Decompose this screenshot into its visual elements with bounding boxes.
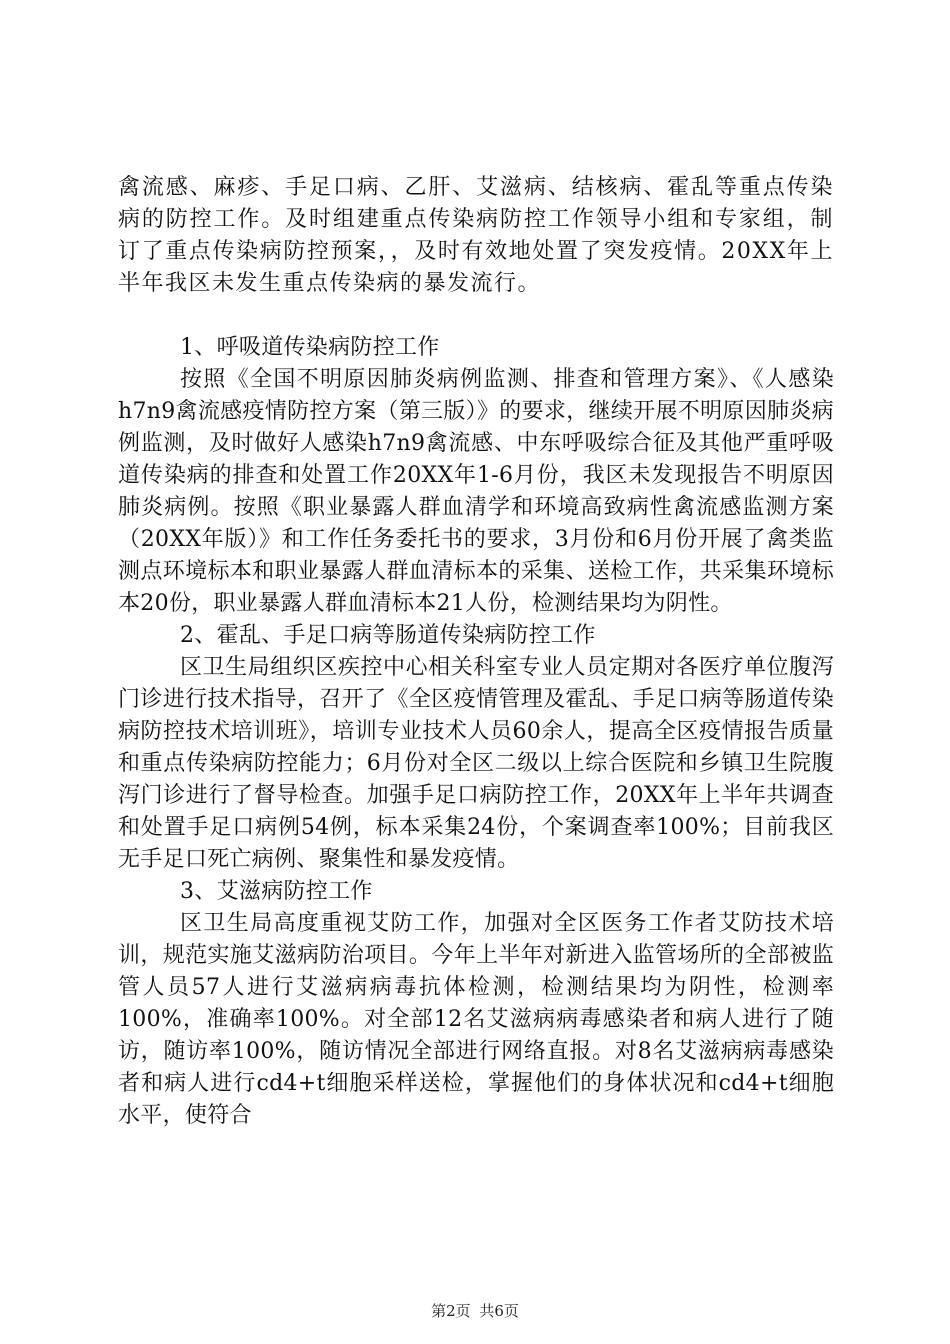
section-body-intestinal: 区卫生局组织区疾控中心相关科室专业人员定期对各医疗单位腹泻门诊进行技术指导，召开了《全区疫情管理及霍乱、手足口病等肠道传染病防控技术培训班》，培训专业技术人员60余人，提高全区疫情报告质量和重点传染病防控能力；6月份对全区二级以上综合医院和乡镇卫生院腹泻门诊进行了督导检查。加强手足口病防控工作，20XX年上半年共调查和处置手足口病例54例，标本采集24份，个案调查率100%；目前我区无手足口死亡病例、聚集性和暴发疫情。	[118, 655, 834, 872]
section-heading-aids: 3、艾滋病防控工作	[180, 879, 373, 904]
section-body-respiratory: 按照《全国不明原因肺炎病例监测、排查和管理方案》、《人感染h7n9禽流感疫情防控方案（第三版）》的要求，继续开展不明原因肺炎病例监测，及时做好人感染h7n9禽流感、中东呼吸综合征及其他严重呼吸道传染病的排查和处置工作20XX年1-6月份，我区未发现报告不明原因肺炎病例。按照《职业暴露人群血清学和环境高致病性禽流感监测方案（20XX年版）》和工作任务委托书的要求，3月份和6月份开展了禽类监测点环境标本和职业暴露人群血清标本的采集、送检工作，共采集环境标本20份，职业暴露人群血清标本21人份，检测结果均为阴性。	[118, 367, 834, 616]
intro-paragraph: 禽流感、麻疹、手足口病、乙肝、艾滋病、结核病、霍乱等重点传染病的防控工作。及时组建重点传染病防控工作领导小组和专家组，制订了重点传染病防控预案，，及时有效地处置了突发疫情。20XX年上半年我区未发生重点传染病的暴发流行。	[118, 175, 834, 296]
section-heading-intestinal: 2、霍乱、手足口病等肠道传染病防控工作	[180, 623, 596, 648]
page-number-total: 共6页	[479, 1302, 519, 1320]
document-body	[118, 172, 834, 1132]
section-body-aids: 区卫生局高度重视艾防工作，加强对全区医务工作者艾防技术培训，规范实施艾滋病防治项目。今年上半年对新进入监管场所的全部被监管人员57人进行艾滋病病毒抗体检测，检测结果均为阴性，检测率100%，准确率100%。对全部12名艾滋病病毒感染者和病人进行了随访，随访率100%，随访情况全部进行网络直报。对8名艾滋病病毒感染者和病人进行cd4+t细胞采样送检，掌握他们的身体状况和cd4+t细胞水平，使符合	[118, 911, 834, 1128]
page-number-current: 第2页	[431, 1302, 471, 1320]
section-heading-respiratory: 1、呼吸道传染病防控工作	[180, 335, 440, 360]
page-footer	[0, 1301, 950, 1321]
